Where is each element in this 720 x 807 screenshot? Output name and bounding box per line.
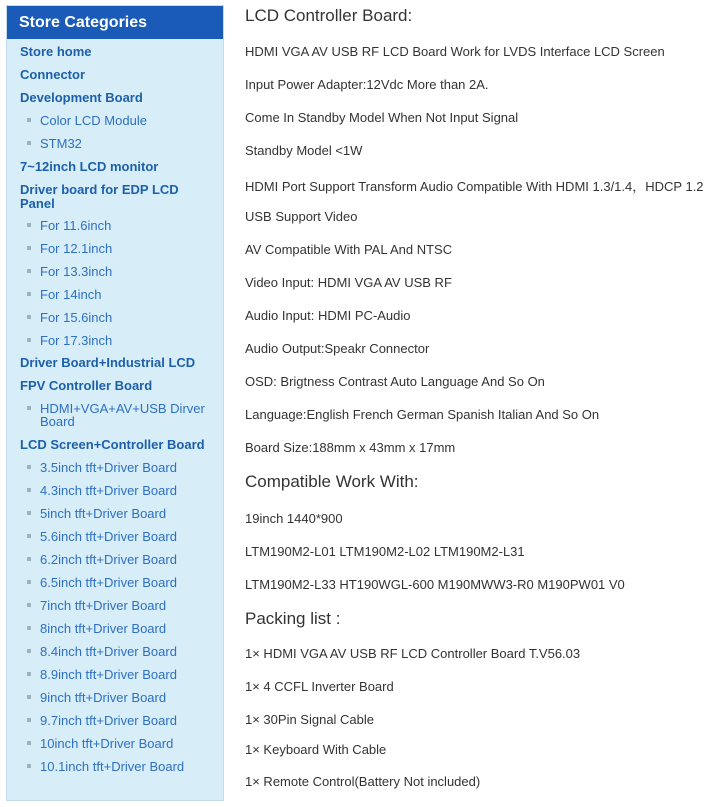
category-label: 6.5inch tft+Driver Board (40, 575, 177, 590)
spec-line: LTM190M2-L01 LTM190M2-L02 LTM190M2-L31 (245, 544, 525, 559)
bullet-icon (27, 603, 31, 607)
category-label: 4.3inch tft+Driver Board (40, 483, 177, 498)
spec-line: Come In Standby Model When Not Input Signal (245, 110, 519, 125)
bullet-icon (27, 511, 31, 515)
category-label: 6.2inch tft+Driver Board (40, 552, 177, 567)
category-label: HDMI+VGA+AV+USB Dirver Board (40, 401, 205, 429)
category-label: 8.9inch tft+Driver Board (40, 667, 177, 682)
spec-line: 1× Remote Control(Battery Not included) (245, 774, 481, 789)
bullet-icon (27, 315, 31, 319)
category-label: Color LCD Module (40, 113, 147, 128)
category-link[interactable] (20, 356, 212, 370)
category-link[interactable] (20, 91, 212, 105)
sidebar-title: Store Categories (7, 6, 223, 39)
category-label: 9inch tft+Driver Board (40, 690, 167, 705)
bullet-icon (27, 246, 31, 250)
product-description (245, 0, 720, 807)
category-label: For 11.6inch (40, 218, 112, 233)
spec-line: Audio Output:Speakr Connector (245, 341, 430, 356)
category-label: 7~12inch LCD monitor (20, 159, 159, 174)
spec-line: USB Support Video (245, 209, 358, 224)
subcategory-link[interactable] (40, 553, 215, 566)
subcategory-link[interactable] (40, 288, 215, 301)
spec-line: HDMI VGA AV USB RF LCD Board Work for LVDS Interface LCD Screen (245, 44, 665, 59)
bullet-icon (27, 626, 31, 630)
category-label: For 12.1inch (40, 241, 113, 256)
subcategory-link[interactable] (40, 737, 215, 750)
spec-line: 1× Keyboard With Cable (245, 742, 387, 757)
spec-line: Video Input: HDMI VGA AV USB RF (245, 275, 452, 290)
bullet-icon (27, 141, 31, 145)
subcategory-link[interactable] (40, 668, 215, 681)
bullet-icon (27, 406, 31, 410)
spec-line: AV Compatible With PAL And NTSC (245, 242, 453, 257)
category-label: 10.1inch tft+Driver Board (40, 759, 185, 774)
subcategory-link[interactable] (40, 334, 215, 347)
subcategory-link[interactable] (40, 114, 215, 127)
subcategory-link[interactable] (40, 484, 215, 497)
bullet-icon (27, 292, 31, 296)
category-label: STM32 (40, 136, 82, 151)
category-label: 10inch tft+Driver Board (40, 736, 174, 751)
bullet-icon (27, 695, 31, 699)
subcategory-link[interactable] (40, 599, 215, 612)
bullet-icon (27, 741, 31, 745)
category-label: 5.6inch tft+Driver Board (40, 529, 177, 544)
subcategory-link[interactable] (40, 265, 215, 278)
subcategory-link[interactable] (40, 461, 215, 474)
subcategory-link[interactable] (40, 622, 215, 635)
category-label: 7inch tft+Driver Board (40, 598, 167, 613)
subcategory-link[interactable] (40, 402, 215, 428)
bullet-icon (27, 465, 31, 469)
category-link[interactable] (20, 68, 212, 82)
section-heading: Packing list : (245, 609, 341, 628)
category-label: FPV Controller Board (20, 378, 153, 393)
bullet-icon (27, 649, 31, 653)
bullet-icon (27, 580, 31, 584)
subcategory-link[interactable] (40, 219, 215, 232)
spec-line: 19inch 1440*900 (245, 511, 343, 526)
category-label: 9.7inch tft+Driver Board (40, 713, 177, 728)
category-label: Store home (20, 44, 92, 59)
bullet-icon (27, 269, 31, 273)
spec-line: 1× HDMI VGA AV USB RF LCD Controller Board T.V56.03 (245, 646, 581, 661)
bullet-icon (27, 764, 31, 768)
category-label: Connector (20, 67, 85, 82)
spec-line: Input Power Adapter:12Vdc More than 2A. (245, 77, 489, 92)
category-label: 8inch tft+Driver Board (40, 621, 167, 636)
category-label: For 14inch (40, 287, 102, 302)
spec-line: OSD: Brigtness Contrast Auto Language And So On (245, 374, 545, 389)
spec-line: LTM190M2-L33 HT190WGL-600 M190MWW3-R0 M190PW01 V0 (245, 577, 625, 592)
category-label: 8.4inch tft+Driver Board (40, 644, 177, 659)
section-heading: LCD Controller Board: (245, 6, 413, 25)
subcategory-link[interactable] (40, 576, 215, 589)
category-label: Driver Board+Industrial LCD (20, 355, 196, 370)
bullet-icon (27, 672, 31, 676)
category-link[interactable] (20, 183, 212, 211)
subcategory-link[interactable] (40, 760, 215, 773)
category-link[interactable] (20, 379, 212, 393)
category-label: Driver board for EDP LCD Panel (20, 182, 179, 211)
category-label: 5inch tft+Driver Board (40, 506, 167, 521)
subcategory-link[interactable] (40, 137, 215, 150)
subcategory-link[interactable] (40, 507, 215, 520)
subcategory-link[interactable] (40, 311, 215, 324)
category-link[interactable] (20, 160, 212, 174)
subcategory-link[interactable] (40, 530, 215, 543)
category-label: LCD Screen+Controller Board (20, 437, 205, 452)
category-link[interactable] (20, 438, 212, 452)
spec-line: HDMI Port Support Transform Audio Compatible With HDMI 1.3/1.4，HDCP 1.2 (245, 179, 704, 194)
section-heading: Compatible Work With: (245, 472, 419, 491)
bullet-icon (27, 488, 31, 492)
category-link[interactable] (20, 45, 212, 59)
category-label: 3.5inch tft+Driver Board (40, 460, 177, 475)
subcategory-link[interactable] (40, 242, 215, 255)
spec-line: Language:English French German Spanish Italian And So On (245, 407, 600, 422)
subcategory-link[interactable] (40, 714, 215, 727)
bullet-icon (27, 557, 31, 561)
category-label: For 13.3inch (40, 264, 113, 279)
category-label: For 15.6inch (40, 310, 113, 325)
subcategory-link[interactable] (40, 691, 215, 704)
category-label: For 17.3inch (40, 333, 113, 348)
spec-line: Audio Input: HDMI PC-Audio (245, 308, 411, 323)
spec-line: Board Size:188mm x 43mm x 17mm (245, 440, 456, 455)
store-categories-sidebar (6, 5, 224, 801)
subcategory-link[interactable] (40, 645, 215, 658)
bullet-icon (27, 718, 31, 722)
bullet-icon (27, 223, 31, 227)
bullet-icon (27, 534, 31, 538)
category-label: Development Board (20, 90, 143, 105)
spec-line: 1× 4 CCFL Inverter Board (245, 679, 394, 694)
bullet-icon (27, 118, 31, 122)
bullet-icon (27, 338, 31, 342)
spec-line: Standby Model <1W (245, 143, 363, 158)
spec-line: 1× 30Pin Signal Cable (245, 712, 375, 727)
